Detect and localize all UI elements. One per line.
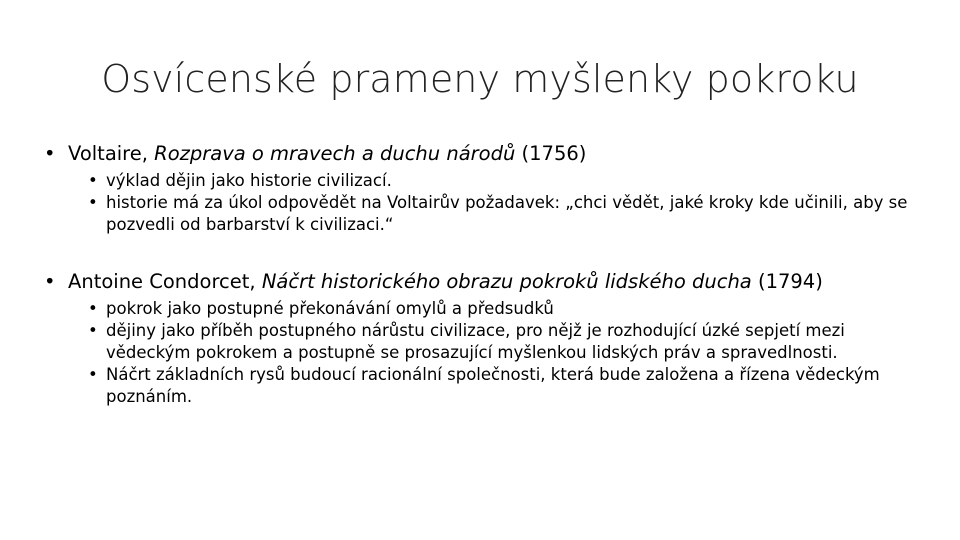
list-item	[88, 192, 924, 236]
list-item	[88, 364, 924, 408]
bullet-icon: •	[88, 171, 98, 190]
bullet-icon: •	[88, 365, 98, 384]
bullet-condorcet	[44, 268, 924, 296]
list-item	[88, 320, 924, 364]
bullet-icon: •	[88, 193, 98, 212]
bullet-icon: •	[44, 142, 56, 165]
work-title: Rozprava o mravech a duchu národů	[154, 142, 516, 165]
bullet-voltaire	[44, 140, 924, 168]
list-item-text: historie má za úkol odpovědět na Voltairův požadavek: „chci vědět, jaké kroky kde učinili, aby se pozvedli od barbarství k civilizaci.“	[106, 193, 908, 234]
bullet-icon: •	[88, 321, 98, 340]
author-name: Antoine Condorcet,	[68, 270, 262, 293]
list-item-text: dějiny jako příběh postupného nárůstu civilizace, pro nějž je rozhodující úzké sepjetí mezi vědeckým pokrokem a postupně se prosazující myšlenkou lidských práv a spravedlnosti.	[106, 321, 845, 362]
list-item-text: Náčrt základních rysů budoucí racionální společnosti, která bude založena a řízena vědeckým poznáním.	[106, 365, 880, 406]
list-item-text: výklad dějin jako historie civilizací.	[106, 171, 392, 190]
list-item	[88, 298, 924, 320]
condorcet-subitems	[88, 298, 924, 408]
voltaire-subitems	[88, 170, 924, 236]
slide-title: Osvícenské prameny myšlenky pokroku	[101, 57, 859, 101]
bullet-icon: •	[88, 299, 98, 318]
author-name: Voltaire,	[68, 142, 155, 165]
slide-content	[44, 140, 924, 408]
work-year: (1794)	[751, 270, 823, 293]
list-item	[88, 170, 924, 192]
work-year: (1756)	[515, 142, 587, 165]
bullet-icon: •	[44, 270, 56, 293]
list-item-text: pokrok jako postupné překonávání omylů a předsudků	[106, 299, 554, 318]
work-title: Náčrt historického obrazu pokroků lidského ducha	[261, 270, 752, 293]
